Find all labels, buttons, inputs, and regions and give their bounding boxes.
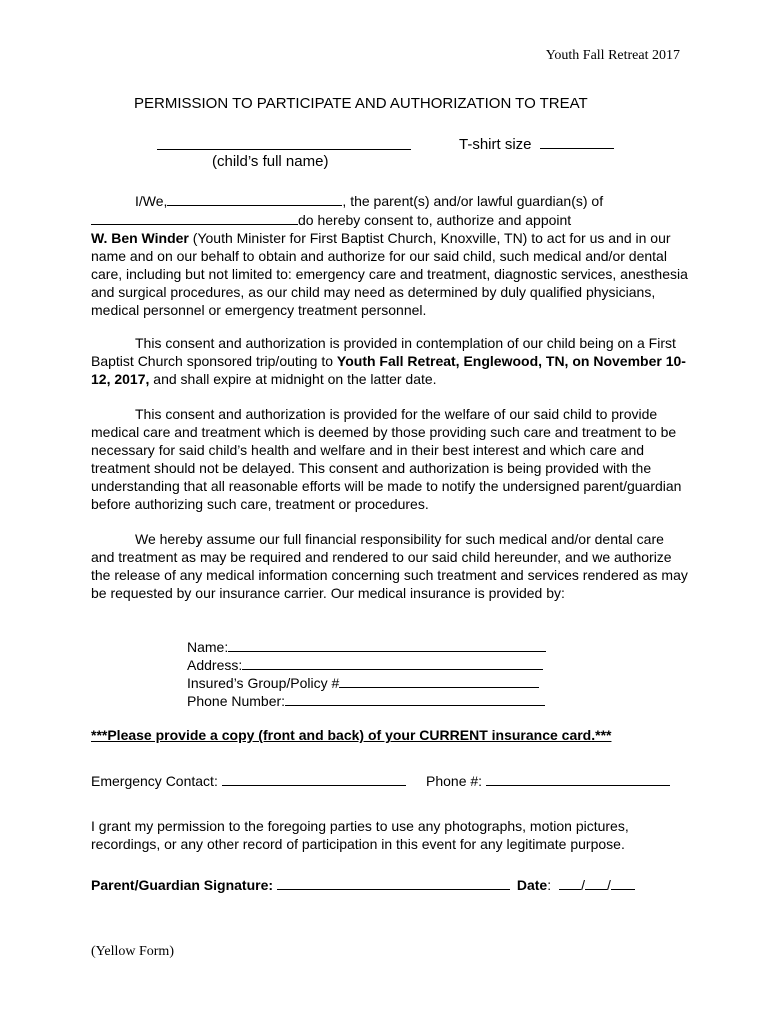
header-right-label: Youth Fall Retreat 2017 <box>545 48 680 63</box>
form-title: PERMISSION TO PARTICIPATE AND AUTHORIZATION TO TREAT <box>134 95 588 112</box>
insurance-policy-label: Insured’s Group/Policy # <box>187 675 340 691</box>
date-slash: / <box>606 877 611 893</box>
tshirt-size-field[interactable] <box>540 134 614 149</box>
signature-row <box>91 875 635 893</box>
child-name-field-2[interactable] <box>91 210 298 225</box>
date-month-field[interactable] <box>559 875 581 890</box>
emergency-phone-label: Phone #: <box>426 773 483 789</box>
insurance-address-label: Address: <box>187 657 243 673</box>
child-name-field[interactable] <box>157 135 411 150</box>
date-colon: : <box>547 877 552 893</box>
tshirt-size-label: T-shirt size <box>459 136 532 153</box>
date-slash: / <box>581 877 585 893</box>
emergency-phone-row <box>426 771 670 789</box>
minister-name: W. Ben Winder <box>91 230 189 246</box>
insurance-phone-row <box>187 691 545 709</box>
iwe-label: I/We, <box>135 193 168 209</box>
insurance-address-row <box>187 655 543 673</box>
insurance-name-row <box>187 637 546 655</box>
insurance-name-label: Name: <box>187 639 229 655</box>
photo-permission-paragraph <box>91 817 681 853</box>
paragraph-2-end: and shall expire at midnight on the latter date. <box>149 371 437 387</box>
paragraph-3-text: This consent and authorization is provided for the welfare of our said child to provide medical care and treatment which is deemed by those providing such care and treatment to be necessary for said child’s health and welfare and in their best interest and which care and treatment should not be delayed. This consent and authorization is being provided with the understanding that all reasonable efforts will be made to notify the undersigned parent/guardian before authorizing such care, treatment or procedures. <box>91 406 682 512</box>
date-day-field[interactable] <box>585 875 607 890</box>
consent-paragraph-3 <box>91 405 691 513</box>
signature-label: Parent/Guardian Signature: <box>91 877 274 893</box>
insurance-phone-label: Phone Number: <box>187 693 286 709</box>
signature-field[interactable] <box>277 875 510 890</box>
insurance-policy-field[interactable] <box>339 673 539 688</box>
emergency-contact-label: Emergency Contact: <box>91 773 218 789</box>
insurance-phone-field[interactable] <box>285 691 545 706</box>
date-year-field[interactable] <box>611 875 635 890</box>
emergency-phone-field[interactable] <box>486 771 670 786</box>
emergency-contact-field[interactable] <box>222 771 406 786</box>
parents-of-text: , the parent(s) and/or lawful guardian(s) of <box>342 193 604 209</box>
date-label: Date <box>516 877 548 893</box>
consent-paragraph-2 <box>91 334 691 388</box>
event-details: Youth Fall Retreat, Englewood, TN, on November 10-12, 2017, <box>91 353 686 387</box>
photo-permission-text: I grant my permission to the foregoing parties to use any photographs, motion pictures, recordings, or any other record of participation in this event for any legitimate purpose. <box>91 818 629 852</box>
parent-name-field[interactable] <box>167 191 342 206</box>
insurance-address-field[interactable] <box>242 655 543 670</box>
paragraph-4-text: We hereby assume our full financial responsibility for such medical and/or dental care and treatment as may be required and rendered to our said child hereunder, and we authorize the release of any medical information concerning such treatment and services rendered as may be requested by our insurance carrier. Our medical insurance is provided by: <box>91 531 688 601</box>
tshirt-size-row <box>459 134 614 153</box>
hereby-text: do hereby consent to, authorize and appoint <box>298 212 572 228</box>
child-name-label: (child’s full name) <box>212 153 329 170</box>
emergency-contact-row <box>91 771 406 789</box>
paragraph-2-start: This consent and authorization is provided in contemplation of our child being on a First Baptist Church sponsored trip/outing to <box>91 335 676 369</box>
consent-paragraph-1 <box>91 191 691 319</box>
paragraph-1-text: (Youth Minister for First Baptist Church, Knoxville, TN) to act for us and in our name and on our behalf to obtain and authorize for our said child, such medical and/or dental care, including but not limited to: emergency care and treatment, diagnostic services, anesthesia and surgical procedures, as our child may need as determined by duly qualified physicians, medical personnel or emergency treatment personnel. <box>91 230 688 318</box>
consent-paragraph-4 <box>91 530 691 602</box>
footer-form-color: (Yellow Form) <box>91 944 174 959</box>
insurance-policy-row <box>187 673 539 691</box>
insurance-name-field[interactable] <box>228 637 546 652</box>
insurance-card-notice: ***Please provide a copy (front and back) of your CURRENT insurance card.*** <box>91 727 612 743</box>
